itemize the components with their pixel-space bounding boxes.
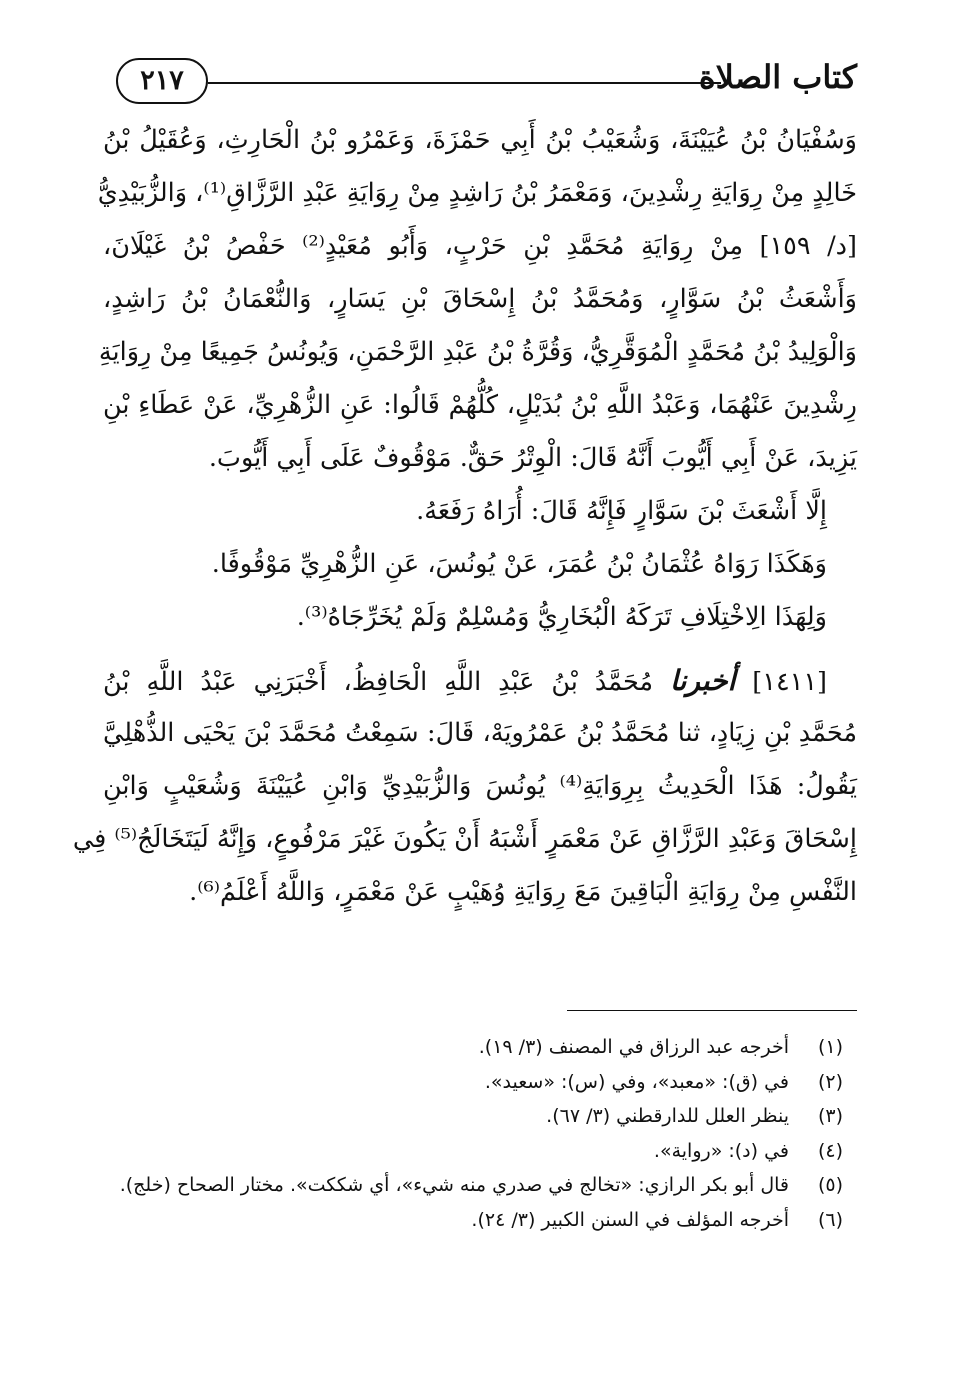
footnote-number: (١) bbox=[817, 1036, 843, 1058]
text-line: رِشْدِينَ عَنْهُمَا، وَعَبْدُ اللَّهِ بْنُ بُدَيْلٍ، كُلُّهُمْ قَالُوا: عَنِ الزُّهْرِيِّ، عَنْ عَطَاءِ بْنِ bbox=[103, 390, 857, 420]
footnote bbox=[100, 1168, 843, 1203]
chapter-title: كتاب الصلاة bbox=[698, 58, 857, 96]
footnote-number: (٦) bbox=[817, 1208, 843, 1231]
text-line: خَالِدٍ مِنْ رِوَايَةِ رِشْدِينَ، وَمَعْمَرُ بْنُ رَاشِدٍ مِنْ رِوَايَةِ عَبْدِ الرَّزَّاقِ⁽¹⁾، وَالزُّبَيْدِيُّ bbox=[97, 178, 857, 208]
footnote-text: قال أبو بكر الرازي: «تخالج في صدري منه شيء»، أي شككت». مختار الصحاح (خلج). bbox=[119, 1174, 789, 1196]
footnote bbox=[100, 1030, 843, 1065]
footnote bbox=[100, 1099, 843, 1134]
footnotes bbox=[100, 1030, 843, 1237]
footnote bbox=[100, 1203, 843, 1238]
text-line: النَّفْسِ مِنْ رِوَايَةِ الْبَاقِينَ مَعَ رِوَايَةِ وُهَيْبٍ عَنْ مَعْمَرٍ، وَاللَّهُ أَعْلَمُ⁽⁶⁾. bbox=[189, 877, 857, 907]
text-line: وَأَشْعَثُ بْنُ سَوَّارٍ، وَمُحَمَّدُ بْنُ إِسْحَاقَ بْنِ يَسَارٍ، وَالنُّعْمَانُ بْنُ رَاشِدٍ، bbox=[103, 284, 857, 314]
text-line: [د/ ١٥٩] مِنْ رِوَايَةِ مُحَمَّدِ بْنِ حَرْبٍ، وَأَبُو مُعَيْدٍ⁽²⁾ حَفْصُ بْنُ غَيْلَانَ، bbox=[103, 231, 857, 261]
text-line: إِلَّا أَشْعَثَ بْنَ سَوَّارٍ فَإِنَّهُ قَالَ: أُرَاهُ رَفَعَهُ. bbox=[416, 496, 827, 526]
text-line: وَهَكَذَا رَوَاهُ عُثْمَانُ بْنُ عُمَرَ، عَنْ يُونُسَ، عَنِ الزُّهْرِيِّ مَوْقُوفًا. bbox=[211, 549, 827, 579]
footnote-rule bbox=[567, 1010, 857, 1011]
page-number: ٢١٧ bbox=[116, 58, 208, 104]
footnote bbox=[100, 1134, 843, 1169]
footnote-text: في (د): «رواية». bbox=[653, 1139, 789, 1162]
paragraph-gap bbox=[103, 644, 857, 654]
text-line: وَسُفْيَانُ بْنُ عُيَيْنَةَ، وَشُعَيْبُ بْنُ أَبِي حَمْزَةَ، وَعَمْرُو بْنُ الْحَارِثِ، وَعُقَيْلُ بْنُ bbox=[103, 125, 857, 155]
hadith-first-line bbox=[103, 654, 857, 707]
footnote-number: (٥) bbox=[817, 1174, 843, 1196]
text-line: يَقُولُ: هَذَا الْحَدِيثُ بِرِوَايَةِ⁽⁴⁾ يُونُسَ وَالزُّبَيْدِيِّ وَابْنِ عُيَيْنَةَ وَشُعَيْبٍ وَابْنِ bbox=[103, 771, 857, 801]
footnote-text: ينظر العلل للدارقطني (٣/ ٦٧). bbox=[546, 1105, 789, 1127]
footnote-text: أخرجه عبد الرزاق في المصنف (٣/ ١٩). bbox=[478, 1036, 789, 1058]
text-line: وَلِهَذَا الِاخْتِلَافِ تَرَكَهُ الْبُخَارِيُّ وَمُسْلِمٌ وَلَمْ يُخَرِّجَاهُ⁽³⁾. bbox=[296, 602, 827, 632]
footnote-number: (٣) bbox=[817, 1105, 843, 1127]
footnote bbox=[100, 1065, 843, 1100]
main-text bbox=[72, 114, 857, 919]
hadith-keyword: أخبرنا bbox=[670, 664, 736, 697]
footnote-text: أخرجه المؤلف في السنن الكبير (٣/ ٢٤). bbox=[471, 1208, 789, 1231]
header-rule bbox=[208, 82, 721, 84]
hadith-text: مُحَمَّدُ بْنُ عَبْدِ اللَّهِ الْحَافِظُ، أَخْبَرَنِي عَبْدُ اللَّهِ بْنُ bbox=[103, 667, 654, 697]
text-line: يَزِيدَ، عَنْ أَبِي أَيُّوبَ أَنَّهُ قَالَ: الْوِتْرُ حَقٌّ. مَوْقُوفٌ عَلَى أَبِي أَيُّوبَ. bbox=[208, 443, 857, 473]
text-line: مُحَمَّدِ بْنِ زِيَادٍ، ثنا مُحَمَّدُ بْنُ عَمْرُويَهْ، قَالَ: سَمِعْتُ مُحَمَّدَ بْنَ يَحْيَى الذُّهْلِيَّ bbox=[103, 718, 857, 748]
text-line: وَالْوَلِيدُ بْنُ مُحَمَّدٍ الْمُوَقَّرِيُّ، وَقُرَّةُ بْنُ عَبْدِ الرَّحْمَنِ، وَيُونُسُ جَمِيعًا مِنْ رِوَايَةِ bbox=[98, 337, 857, 367]
text-line: إِسْحَاقَ وَعَبْدِ الرَّزَّاقِ عَنْ مَعْمَرٍ أَشْبَهُ أَنْ يَكُونَ غَيْرَ مَرْفُوعٍ، وَإِنَّهُ لَيَتَخَالَجُ⁽⁵⁾ فِي bbox=[72, 824, 857, 854]
footnote-number: (٤) bbox=[817, 1139, 843, 1162]
hadith-number: [١٤١١] bbox=[752, 667, 827, 697]
footnote-number: (٢) bbox=[817, 1070, 843, 1093]
footnote-text: في (ق): «معبد»، وفي (س): «سعيد». bbox=[484, 1070, 789, 1093]
